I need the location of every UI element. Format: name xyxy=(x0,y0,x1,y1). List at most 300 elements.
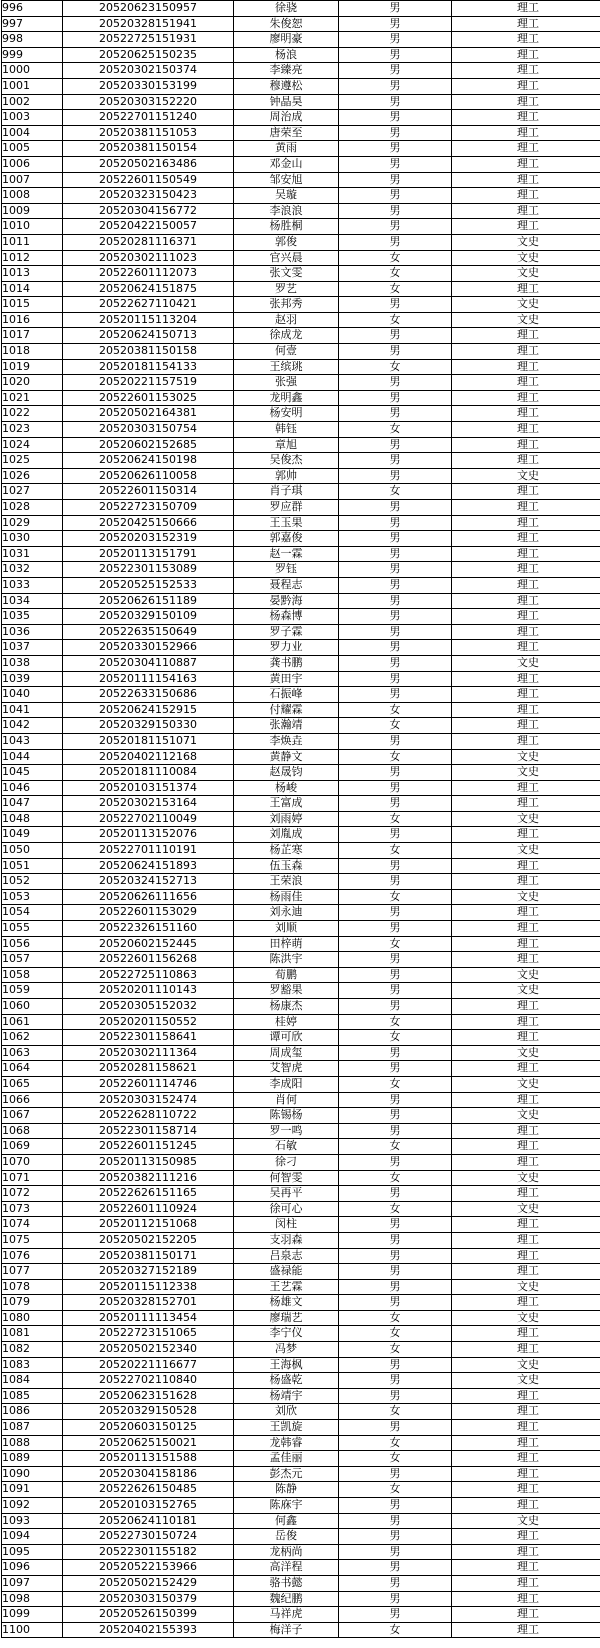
row-number-cell: 1094 xyxy=(2,1529,63,1545)
category-cell: 理工 xyxy=(452,1123,600,1139)
gender-cell: 男 xyxy=(339,344,452,360)
category-cell: 理工 xyxy=(452,1466,600,1482)
category-cell: 理工 xyxy=(452,577,600,593)
table-row xyxy=(2,655,600,671)
exam-id-cell: 20520305152032 xyxy=(63,999,234,1015)
exam-id-cell: 20520281116371 xyxy=(63,234,234,250)
student-name-cell: 吴再平 xyxy=(234,1186,339,1202)
student-name-cell: 郭嘉俊 xyxy=(234,531,339,547)
student-name-cell: 石敏 xyxy=(234,1139,339,1155)
category-cell: 理工 xyxy=(452,1388,600,1404)
category-cell: 理工 xyxy=(452,1217,600,1233)
gender-cell: 男 xyxy=(339,375,452,391)
category-cell: 理工 xyxy=(452,546,600,562)
row-number-cell: 1061 xyxy=(2,1014,63,1030)
exam-id-cell: 20522601150314 xyxy=(63,484,234,500)
row-number-cell: 1060 xyxy=(2,999,63,1015)
table-row xyxy=(2,1435,600,1451)
category-cell: 理工 xyxy=(452,733,600,749)
exam-id-cell: 20520602152445 xyxy=(63,936,234,952)
exam-id-cell: 20520603150125 xyxy=(63,1420,234,1436)
exam-id-cell: 20520302150374 xyxy=(63,63,234,79)
gender-cell: 男 xyxy=(339,593,452,609)
category-cell: 理工 xyxy=(452,718,600,734)
category-cell: 理工 xyxy=(452,1154,600,1170)
row-number-cell: 1027 xyxy=(2,484,63,500)
student-name-cell: 桂婷 xyxy=(234,1014,339,1030)
category-cell: 理工 xyxy=(452,1264,600,1280)
gender-cell: 男 xyxy=(339,1123,452,1139)
table-row xyxy=(2,1466,600,1482)
gender-cell: 男 xyxy=(339,500,452,516)
student-name-cell: 刘胤成 xyxy=(234,827,339,843)
student-name-cell: 张文雯 xyxy=(234,266,339,282)
row-number-cell: 1013 xyxy=(2,266,63,282)
gender-cell: 男 xyxy=(339,1045,452,1061)
table-row xyxy=(2,141,600,157)
row-number-cell: 1014 xyxy=(2,281,63,297)
gender-cell: 女 xyxy=(339,1435,452,1451)
gender-cell: 男 xyxy=(339,1388,452,1404)
gender-cell: 女 xyxy=(339,1404,452,1420)
row-number-cell: 1012 xyxy=(2,250,63,266)
gender-cell: 男 xyxy=(339,234,452,250)
gender-cell: 女 xyxy=(339,250,452,266)
table-row xyxy=(2,1201,600,1217)
category-cell: 理工 xyxy=(452,1607,600,1623)
gender-cell: 男 xyxy=(339,156,452,172)
gender-cell: 男 xyxy=(339,624,452,640)
exam-id-cell: 20522601112073 xyxy=(63,266,234,282)
table-row xyxy=(2,1560,600,1576)
category-cell: 理工 xyxy=(452,32,600,48)
row-number-cell: 1034 xyxy=(2,593,63,609)
gender-cell: 男 xyxy=(339,32,452,48)
row-number-cell: 1028 xyxy=(2,500,63,516)
exam-id-cell: 20522601151245 xyxy=(63,1139,234,1155)
student-name-cell: 吴俊杰 xyxy=(234,453,339,469)
exam-id-cell: 20522601153029 xyxy=(63,905,234,921)
row-number-cell: 1011 xyxy=(2,234,63,250)
category-cell: 文史 xyxy=(452,1357,600,1373)
gender-cell: 男 xyxy=(339,999,452,1015)
student-name-cell: 赵一霖 xyxy=(234,546,339,562)
table-row xyxy=(2,1326,600,1342)
exam-id-cell: 20520103151374 xyxy=(63,780,234,796)
exam-id-cell: 20522633150686 xyxy=(63,687,234,703)
table-row xyxy=(2,889,600,905)
category-cell: 理工 xyxy=(452,1232,600,1248)
student-name-cell: 刘欣 xyxy=(234,1404,339,1420)
student-name-cell: 李浪浪 xyxy=(234,203,339,219)
table-row xyxy=(2,780,600,796)
student-name-cell: 陈静 xyxy=(234,1482,339,1498)
row-number-cell: 1072 xyxy=(2,1186,63,1202)
table-row xyxy=(2,1139,600,1155)
table-row xyxy=(2,1420,600,1436)
exam-id-cell: 20520303150379 xyxy=(63,1591,234,1607)
student-name-cell: 何鑫 xyxy=(234,1513,339,1529)
student-name-cell: 石振峰 xyxy=(234,687,339,703)
row-number-cell: 1070 xyxy=(2,1154,63,1170)
table-row xyxy=(2,1295,600,1311)
row-number-cell: 1048 xyxy=(2,811,63,827)
row-number-cell: 1088 xyxy=(2,1435,63,1451)
category-cell: 文史 xyxy=(452,655,600,671)
gender-cell: 男 xyxy=(339,63,452,79)
row-number-cell: 1098 xyxy=(2,1591,63,1607)
table-row xyxy=(2,1264,600,1280)
category-cell: 文史 xyxy=(452,765,600,781)
category-cell: 理工 xyxy=(452,1248,600,1264)
exam-id-cell: 20520422150057 xyxy=(63,219,234,235)
row-number-cell: 1015 xyxy=(2,297,63,313)
exam-id-cell: 20520324152713 xyxy=(63,874,234,890)
category-cell: 理工 xyxy=(452,453,600,469)
gender-cell: 男 xyxy=(339,983,452,999)
category-cell: 理工 xyxy=(452,156,600,172)
exam-id-cell: 20522326151160 xyxy=(63,921,234,937)
gender-cell: 男 xyxy=(339,1108,452,1124)
category-cell: 理工 xyxy=(452,16,600,32)
exam-id-cell: 20520201110143 xyxy=(63,983,234,999)
student-name-cell: 付耀霖 xyxy=(234,702,339,718)
row-number-cell: 1075 xyxy=(2,1232,63,1248)
gender-cell: 男 xyxy=(339,1373,452,1389)
table-row xyxy=(2,406,600,422)
gender-cell: 男 xyxy=(339,437,452,453)
student-name-cell: 钟晶昊 xyxy=(234,94,339,110)
table-row xyxy=(2,422,600,438)
gender-cell: 男 xyxy=(339,796,452,812)
gender-cell: 男 xyxy=(339,125,452,141)
row-number-cell: 1001 xyxy=(2,78,63,94)
gender-cell: 男 xyxy=(339,1513,452,1529)
row-number-cell: 1084 xyxy=(2,1373,63,1389)
category-cell: 理工 xyxy=(452,203,600,219)
gender-cell: 女 xyxy=(339,359,452,375)
exam-id-cell: 20520328152701 xyxy=(63,1295,234,1311)
student-name-cell: 杨雨佳 xyxy=(234,889,339,905)
exam-id-cell: 20520103152765 xyxy=(63,1498,234,1514)
gender-cell: 女 xyxy=(339,1139,452,1155)
table-row xyxy=(2,577,600,593)
exam-id-cell: 20520624150198 xyxy=(63,453,234,469)
category-cell: 理工 xyxy=(452,1420,600,1436)
row-number-cell: 1093 xyxy=(2,1513,63,1529)
exam-id-cell: 20520111113454 xyxy=(63,1310,234,1326)
student-name-cell: 徐成龙 xyxy=(234,328,339,344)
row-number-cell: 1037 xyxy=(2,640,63,656)
table-row xyxy=(2,687,600,703)
table-row xyxy=(2,1170,600,1186)
student-name-cell: 骆书懿 xyxy=(234,1575,339,1591)
table-row xyxy=(2,375,600,391)
category-cell: 文史 xyxy=(452,811,600,827)
exam-id-cell: 20520115112338 xyxy=(63,1279,234,1295)
table-row xyxy=(2,1,600,17)
exam-id-cell: 20522628110722 xyxy=(63,1108,234,1124)
student-name-cell: 杨胜桐 xyxy=(234,219,339,235)
exam-id-cell: 20522701110191 xyxy=(63,843,234,859)
student-name-cell: 章旭 xyxy=(234,437,339,453)
category-cell: 理工 xyxy=(452,125,600,141)
table-row xyxy=(2,1575,600,1591)
exam-id-cell: 20520330152966 xyxy=(63,640,234,656)
gender-cell: 女 xyxy=(339,718,452,734)
table-row xyxy=(2,94,600,110)
exam-id-cell: 20522627110421 xyxy=(63,297,234,313)
category-cell: 文史 xyxy=(452,1373,600,1389)
gender-cell: 男 xyxy=(339,110,452,126)
exam-id-cell: 20520303150754 xyxy=(63,422,234,438)
table-row xyxy=(2,32,600,48)
exam-id-cell: 20520221157519 xyxy=(63,375,234,391)
category-cell: 理工 xyxy=(452,1295,600,1311)
student-name-cell: 高洋程 xyxy=(234,1560,339,1576)
student-name-cell: 杨雄文 xyxy=(234,1295,339,1311)
student-name-cell: 朱俊恕 xyxy=(234,16,339,32)
row-number-cell: 1041 xyxy=(2,702,63,718)
exam-id-cell: 20520525152533 xyxy=(63,577,234,593)
gender-cell: 男 xyxy=(339,921,452,937)
category-cell: 理工 xyxy=(452,1139,600,1155)
exam-id-cell: 20520303152474 xyxy=(63,1092,234,1108)
gender-cell: 男 xyxy=(339,687,452,703)
gender-cell: 女 xyxy=(339,1326,452,1342)
category-cell: 理工 xyxy=(452,640,600,656)
category-cell: 理工 xyxy=(452,281,600,297)
gender-cell: 女 xyxy=(339,1030,452,1046)
category-cell: 理工 xyxy=(452,515,600,531)
category-cell: 理工 xyxy=(452,78,600,94)
gender-cell: 女 xyxy=(339,1170,452,1186)
gender-cell: 女 xyxy=(339,1014,452,1030)
exam-id-cell: 20520624151875 xyxy=(63,281,234,297)
student-name-cell: 杨安明 xyxy=(234,406,339,422)
category-cell: 理工 xyxy=(452,63,600,79)
table-row xyxy=(2,1451,600,1467)
table-row xyxy=(2,172,600,188)
student-name-cell: 刘雨婷 xyxy=(234,811,339,827)
exam-id-cell: 20520281158621 xyxy=(63,1061,234,1077)
gender-cell: 男 xyxy=(339,577,452,593)
row-number-cell: 1018 xyxy=(2,344,63,360)
category-cell: 理工 xyxy=(452,952,600,968)
table-row xyxy=(2,266,600,282)
category-cell: 文史 xyxy=(452,983,600,999)
student-name-cell: 罗力业 xyxy=(234,640,339,656)
table-row xyxy=(2,1498,600,1514)
student-name-cell: 王艺霖 xyxy=(234,1279,339,1295)
exam-id-cell: 20520329150330 xyxy=(63,718,234,734)
gender-cell: 男 xyxy=(339,1186,452,1202)
table-row xyxy=(2,1186,600,1202)
category-cell: 理工 xyxy=(452,905,600,921)
gender-cell: 男 xyxy=(339,297,452,313)
student-table xyxy=(1,0,600,1638)
table-row xyxy=(2,531,600,547)
table-row xyxy=(2,1404,600,1420)
category-cell: 文史 xyxy=(452,1513,600,1529)
exam-id-cell: 20522702110840 xyxy=(63,1373,234,1389)
gender-cell: 男 xyxy=(339,406,452,422)
gender-cell: 男 xyxy=(339,655,452,671)
exam-id-cell: 20520526150399 xyxy=(63,1607,234,1623)
exam-id-cell: 20522723150709 xyxy=(63,500,234,516)
exam-id-cell: 20522730150724 xyxy=(63,1529,234,1545)
student-name-cell: 张邦秀 xyxy=(234,297,339,313)
table-row xyxy=(2,78,600,94)
exam-id-cell: 20522301155182 xyxy=(63,1544,234,1560)
row-number-cell: 1044 xyxy=(2,749,63,765)
table-row xyxy=(2,1061,600,1077)
student-name-cell: 支羽森 xyxy=(234,1232,339,1248)
exam-id-cell: 20520381150154 xyxy=(63,141,234,157)
table-row xyxy=(2,47,600,63)
exam-id-cell: 20520181154133 xyxy=(63,359,234,375)
gender-cell: 男 xyxy=(339,1248,452,1264)
exam-id-cell: 20520328151941 xyxy=(63,16,234,32)
student-name-cell: 岳俊 xyxy=(234,1529,339,1545)
exam-id-cell: 20520624152915 xyxy=(63,702,234,718)
row-number-cell: 1095 xyxy=(2,1544,63,1560)
table-row xyxy=(2,500,600,516)
row-number-cell: 1063 xyxy=(2,1045,63,1061)
table-row xyxy=(2,1108,600,1124)
table-row xyxy=(2,156,600,172)
category-cell: 文史 xyxy=(452,312,600,328)
row-number-cell: 1052 xyxy=(2,874,63,890)
student-name-cell: 龚书鹏 xyxy=(234,655,339,671)
category-cell: 文史 xyxy=(452,266,600,282)
student-name-cell: 杨康杰 xyxy=(234,999,339,1015)
exam-id-cell: 20520181151071 xyxy=(63,733,234,749)
student-name-cell: 晏黔海 xyxy=(234,593,339,609)
gender-cell: 男 xyxy=(339,1279,452,1295)
gender-cell: 男 xyxy=(339,1061,452,1077)
category-cell: 理工 xyxy=(452,858,600,874)
row-number-cell: 1016 xyxy=(2,312,63,328)
student-name-cell: 陈庥宇 xyxy=(234,1498,339,1514)
row-number-cell: 1032 xyxy=(2,562,63,578)
category-cell: 文史 xyxy=(452,297,600,313)
exam-id-cell: 20522626151165 xyxy=(63,1186,234,1202)
gender-cell: 女 xyxy=(339,843,452,859)
gender-cell: 男 xyxy=(339,858,452,874)
table-row xyxy=(2,1544,600,1560)
category-cell: 理工 xyxy=(452,1435,600,1451)
exam-id-cell: 20520327152189 xyxy=(63,1264,234,1280)
category-cell: 理工 xyxy=(452,562,600,578)
student-name-cell: 盛禄能 xyxy=(234,1264,339,1280)
exam-id-cell: 20522301158714 xyxy=(63,1123,234,1139)
student-name-cell: 郭帅 xyxy=(234,468,339,484)
table-row xyxy=(2,1591,600,1607)
category-cell: 理工 xyxy=(452,1591,600,1607)
table-row xyxy=(2,624,600,640)
row-number-cell: 1055 xyxy=(2,921,63,937)
exam-id-cell: 20520302153164 xyxy=(63,796,234,812)
exam-id-cell: 20522601150549 xyxy=(63,172,234,188)
row-number-cell: 1074 xyxy=(2,1217,63,1233)
table-row xyxy=(2,936,600,952)
exam-id-cell: 20520304110887 xyxy=(63,655,234,671)
student-name-cell: 赵羽 xyxy=(234,312,339,328)
table-row xyxy=(2,1154,600,1170)
exam-id-cell: 20520302111023 xyxy=(63,250,234,266)
category-cell: 理工 xyxy=(452,671,600,687)
gender-cell: 男 xyxy=(339,1560,452,1576)
category-cell: 文史 xyxy=(452,250,600,266)
category-cell: 理工 xyxy=(452,375,600,391)
gender-cell: 女 xyxy=(339,1342,452,1358)
student-name-cell: 韩钰 xyxy=(234,422,339,438)
student-name-cell: 彭杰元 xyxy=(234,1466,339,1482)
gender-cell: 女 xyxy=(339,484,452,500)
exam-id-cell: 20520502152205 xyxy=(63,1232,234,1248)
student-name-cell: 龙韩睿 xyxy=(234,1435,339,1451)
student-name-cell: 吴璇 xyxy=(234,188,339,204)
category-cell: 理工 xyxy=(452,1575,600,1591)
table-row xyxy=(2,921,600,937)
category-cell: 文史 xyxy=(452,1170,600,1186)
row-number-cell: 1029 xyxy=(2,515,63,531)
gender-cell: 男 xyxy=(339,16,452,32)
exam-id-cell: 20520602152685 xyxy=(63,437,234,453)
exam-id-cell: 20520113150985 xyxy=(63,1154,234,1170)
student-name-cell: 周治成 xyxy=(234,110,339,126)
row-number-cell: 1009 xyxy=(2,203,63,219)
table-row xyxy=(2,1217,600,1233)
student-name-cell: 田梓萌 xyxy=(234,936,339,952)
row-number-cell: 1031 xyxy=(2,546,63,562)
row-number-cell: 1086 xyxy=(2,1404,63,1420)
category-cell: 理工 xyxy=(452,780,600,796)
gender-cell: 女 xyxy=(339,889,452,905)
gender-cell: 男 xyxy=(339,390,452,406)
gender-cell: 男 xyxy=(339,1217,452,1233)
exam-id-cell: 20520303152220 xyxy=(63,94,234,110)
table-row xyxy=(2,219,600,235)
row-number-cell: 1097 xyxy=(2,1575,63,1591)
table-row xyxy=(2,874,600,890)
category-cell: 理工 xyxy=(452,1014,600,1030)
row-number-cell: 1092 xyxy=(2,1498,63,1514)
table-row xyxy=(2,359,600,375)
category-cell: 理工 xyxy=(452,531,600,547)
exam-id-cell: 20520626110058 xyxy=(63,468,234,484)
category-cell: 理工 xyxy=(452,94,600,110)
student-name-cell: 肖何 xyxy=(234,1092,339,1108)
gender-cell: 男 xyxy=(339,468,452,484)
table-row xyxy=(2,1373,600,1389)
table-row xyxy=(2,1014,600,1030)
table-row xyxy=(2,1607,600,1623)
category-cell: 理工 xyxy=(452,1544,600,1560)
category-cell: 理工 xyxy=(452,484,600,500)
gender-cell: 男 xyxy=(339,671,452,687)
student-name-cell: 徐骁 xyxy=(234,1,339,17)
row-number-cell: 1035 xyxy=(2,609,63,625)
category-cell: 理工 xyxy=(452,1404,600,1420)
student-name-cell: 荀鹏 xyxy=(234,967,339,983)
table-row xyxy=(2,1482,600,1498)
row-number-cell: 1089 xyxy=(2,1451,63,1467)
exam-id-cell: 20520502163486 xyxy=(63,156,234,172)
student-name-cell: 黄雨 xyxy=(234,141,339,157)
gender-cell: 男 xyxy=(339,94,452,110)
